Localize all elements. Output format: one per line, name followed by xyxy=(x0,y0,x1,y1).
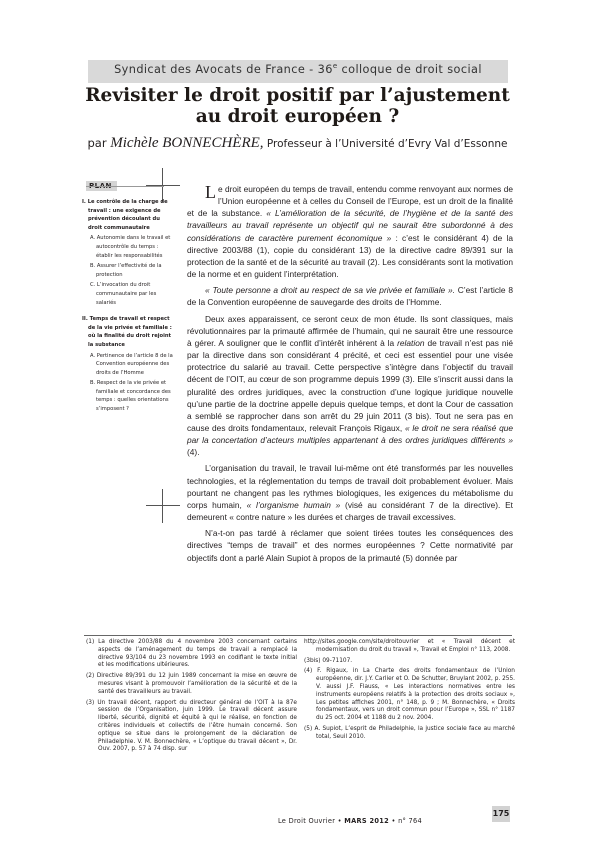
plan-item: A. Autonomie dans le travail et autocontrôle du temps : établir les responsabilités xyxy=(90,235,171,259)
paragraph-2: « Toute personne a droit au respect de sa vie privée et familiale ». C’est l’article 8 de la Convention européenne de sauvegarde des droits de l’Homme. xyxy=(187,285,513,308)
crop-mark xyxy=(146,505,180,506)
paragraph-5: N’a-t-on pas tardé à réclamer que soient tirées toutes les conséquences des directives “temps de travail” et des normes européennes ? Cette normativité par objectifs dont a parlé Alain Supiot à propos de la primauté (5) donnée par xyxy=(187,528,513,563)
page-number: 175 xyxy=(492,806,510,822)
plan-rule xyxy=(86,186,164,187)
title-line-2: au droit européen ? xyxy=(195,106,400,127)
footnotes-right xyxy=(304,639,515,745)
footnote: (3) Un travail décent, rapport du directeur général de l’OIT à la 87e session de l’Organisation, juin 1999. Le travail décent assure liberté, sécurité, dignité et équité à qui le réalise, en fonction de critères individuels et collectifs de l’être humain concerné. Son optique se situe dans le prolongement de la déclaration de Philadelphie. V. M. Bonnechère, « L’optique du travail décent », Dr. Ouv. 2007, p. 57 à 74 disp. sur xyxy=(86,699,297,753)
author-name: Michèle BONNECHÈRE, xyxy=(110,135,264,151)
crop-mark xyxy=(162,489,163,523)
footnote: (5) A. Supiot, L’esprit de Philadelphie, la justice sociale face au marché total, Seuil 2010. xyxy=(304,725,515,740)
drop-cap: L xyxy=(205,182,216,202)
conference-kicker: Syndicat des Avocats de France - 36e colloque de droit social xyxy=(114,62,482,76)
issue-date: MARS 2012 xyxy=(344,817,390,825)
issue-number: n° 764 xyxy=(398,817,423,825)
plan-item: B. Respect de la vie privée et familiale et concordance des temps : quelles orientations s’imposent ? xyxy=(90,380,171,413)
footnote-rule xyxy=(84,635,512,636)
footnote: (2) Directive 89/391 du 12 juin 1989 concernant la mise en œuvre de mesures visant à promouvoir l’amélioration de la sécurité et de la santé des travailleurs au travail. xyxy=(86,673,297,695)
page-footer: Le Droit Ouvrier • MARS 2012 • n° 764 xyxy=(277,817,423,825)
byline: par Michèle BONNECHÈRE, Professeur à l’Université d’Evry Val d’Essonne xyxy=(87,135,508,151)
journal-name: Le Droit Ouvrier xyxy=(277,817,336,825)
paragraph-4: L’organisation du travail, le travail lui-même ont été transformés par les nouvelles technologies, et la réglementation du temps de travail doit probablement évoluer. Mais pourtant ne changent pas les rythmes biologiques, les exigences du métabolisme du corps humain, « l’organisme humain » (visé au considérant 7 de la directive). Et demeurent « contre nature » les durées et charges de travail excessives. xyxy=(187,463,513,523)
article-title xyxy=(70,85,525,127)
author-affiliation: Professeur à l’Université d’Evry Val d’Essonne xyxy=(263,138,508,150)
paragraph-1: Le droit européen du temps de travail, entendu comme renvoyant aux normes de l’Union européenne et à celles du Conseil de l’Europe, est un droit de la finalité et de la substance. « L’amélioration de la sécurité, de l’hygiène et de la santé des travailleurs au travail représente un objectif qui ne saurait être subordonné à des considérations de caractère purement économique » : c’est le considérant 4) de la directive 2003/88 (1), copie du considérant 13) de la directive cadre 89/391 sur la protection de la santé et de la sécurité au travail (2). Les considérants sont la motivation de la norme et en guident l’interprétation. xyxy=(187,182,513,280)
plan-item: C. L’invocation du droit communautaire par les salariés xyxy=(90,282,157,306)
footnote: (4) F. Rigaux, in La Charte des droits fondamentaux de l’Union européenne, dir. J.Y. Carlier et O. De Schutter, Bruylant 2002, p. 255. V. aussi J.F. Flauss, « Les interactions normatives entre les instruments européens relatifs à la protection des droits sociaux », Les petites affiches 2001, n° 148, p. 9 ; M. Bonnechère, « Droits fondamentaux, vers un droit commun pour l’Europe », SSL n° 1187 du 25 oct. 2004 et 1188 du 2 nov. 2004. xyxy=(304,668,515,722)
plan-item: A. Pertinence de l’article 8 de la Convention européenne des droits de l’Homme xyxy=(90,352,173,376)
paragraph-3: Deux axes apparaissent, ce seront ceux de mon étude. Ils sont classiques, mais révolutionnaires par la primauté affirmée de l’humain, qui ne saurait être une ressource à gérer. A souligner que le conflit d’intérêt inhérent à la relation de travail n’est pas nié par la directive dans son considérant 4 précité, et ceci est essentiel pour une visée protectrice du salarié au travail. Cette perspective s’intègre dans l’objectif du travail décent de l’OIT, au cœur de son programme depuis 1999 (3). Elle s’inscrit aussi dans la pluralité des ordres juridiques, avec la construction d’une logique juridique nouvelle qu’une partie de la doctrine appelle depuis quelque temps, et dont la Cour de cassation a semblé se rapprocher dans son arrêt du 29 juin 2011 (3 bis). Tout ne sera pas en cause des droits fondamentaux, relevait François Rigaux, « le droit ne sera réalisé que par la concertation d’acteurs multiples appartenant à des ordres juridiques différents » (4). xyxy=(187,313,513,458)
footnote: (1) La directive 2003/88 du 4 novembre 2003 concernant certains aspects de l’aménagement du temps de travail a remplacé la directive 93/104 du 23 novembre 1993 en codifiant le texte initial et les modifications ultérieures. xyxy=(86,639,297,669)
plan-section-1: I. Le contrôle de la charge de travail : une exigence de prévention découlant du droit communautaire xyxy=(82,199,168,231)
article-body xyxy=(187,183,513,564)
plan-section-2: II. Temps de travail et respect de la vie privée et familiale : où la finalité du droit rejoint la substance xyxy=(82,316,172,348)
title-line-1: Revisiter le droit positif par l’ajustement xyxy=(85,85,510,106)
plan-heading: PLAN xyxy=(86,181,117,191)
footnote: (3bis) 09-71107. xyxy=(304,657,353,664)
plan-item: B. Assurer l’effectivité de la protection xyxy=(90,263,162,278)
footnotes-left xyxy=(86,639,297,757)
footnote: http://sites.google.com/site/droitouvrier et « Travail décent et modernisation du droit du travail », Travail et Emploi n° 113, 2008. xyxy=(304,639,515,653)
plan-outline xyxy=(82,198,174,416)
